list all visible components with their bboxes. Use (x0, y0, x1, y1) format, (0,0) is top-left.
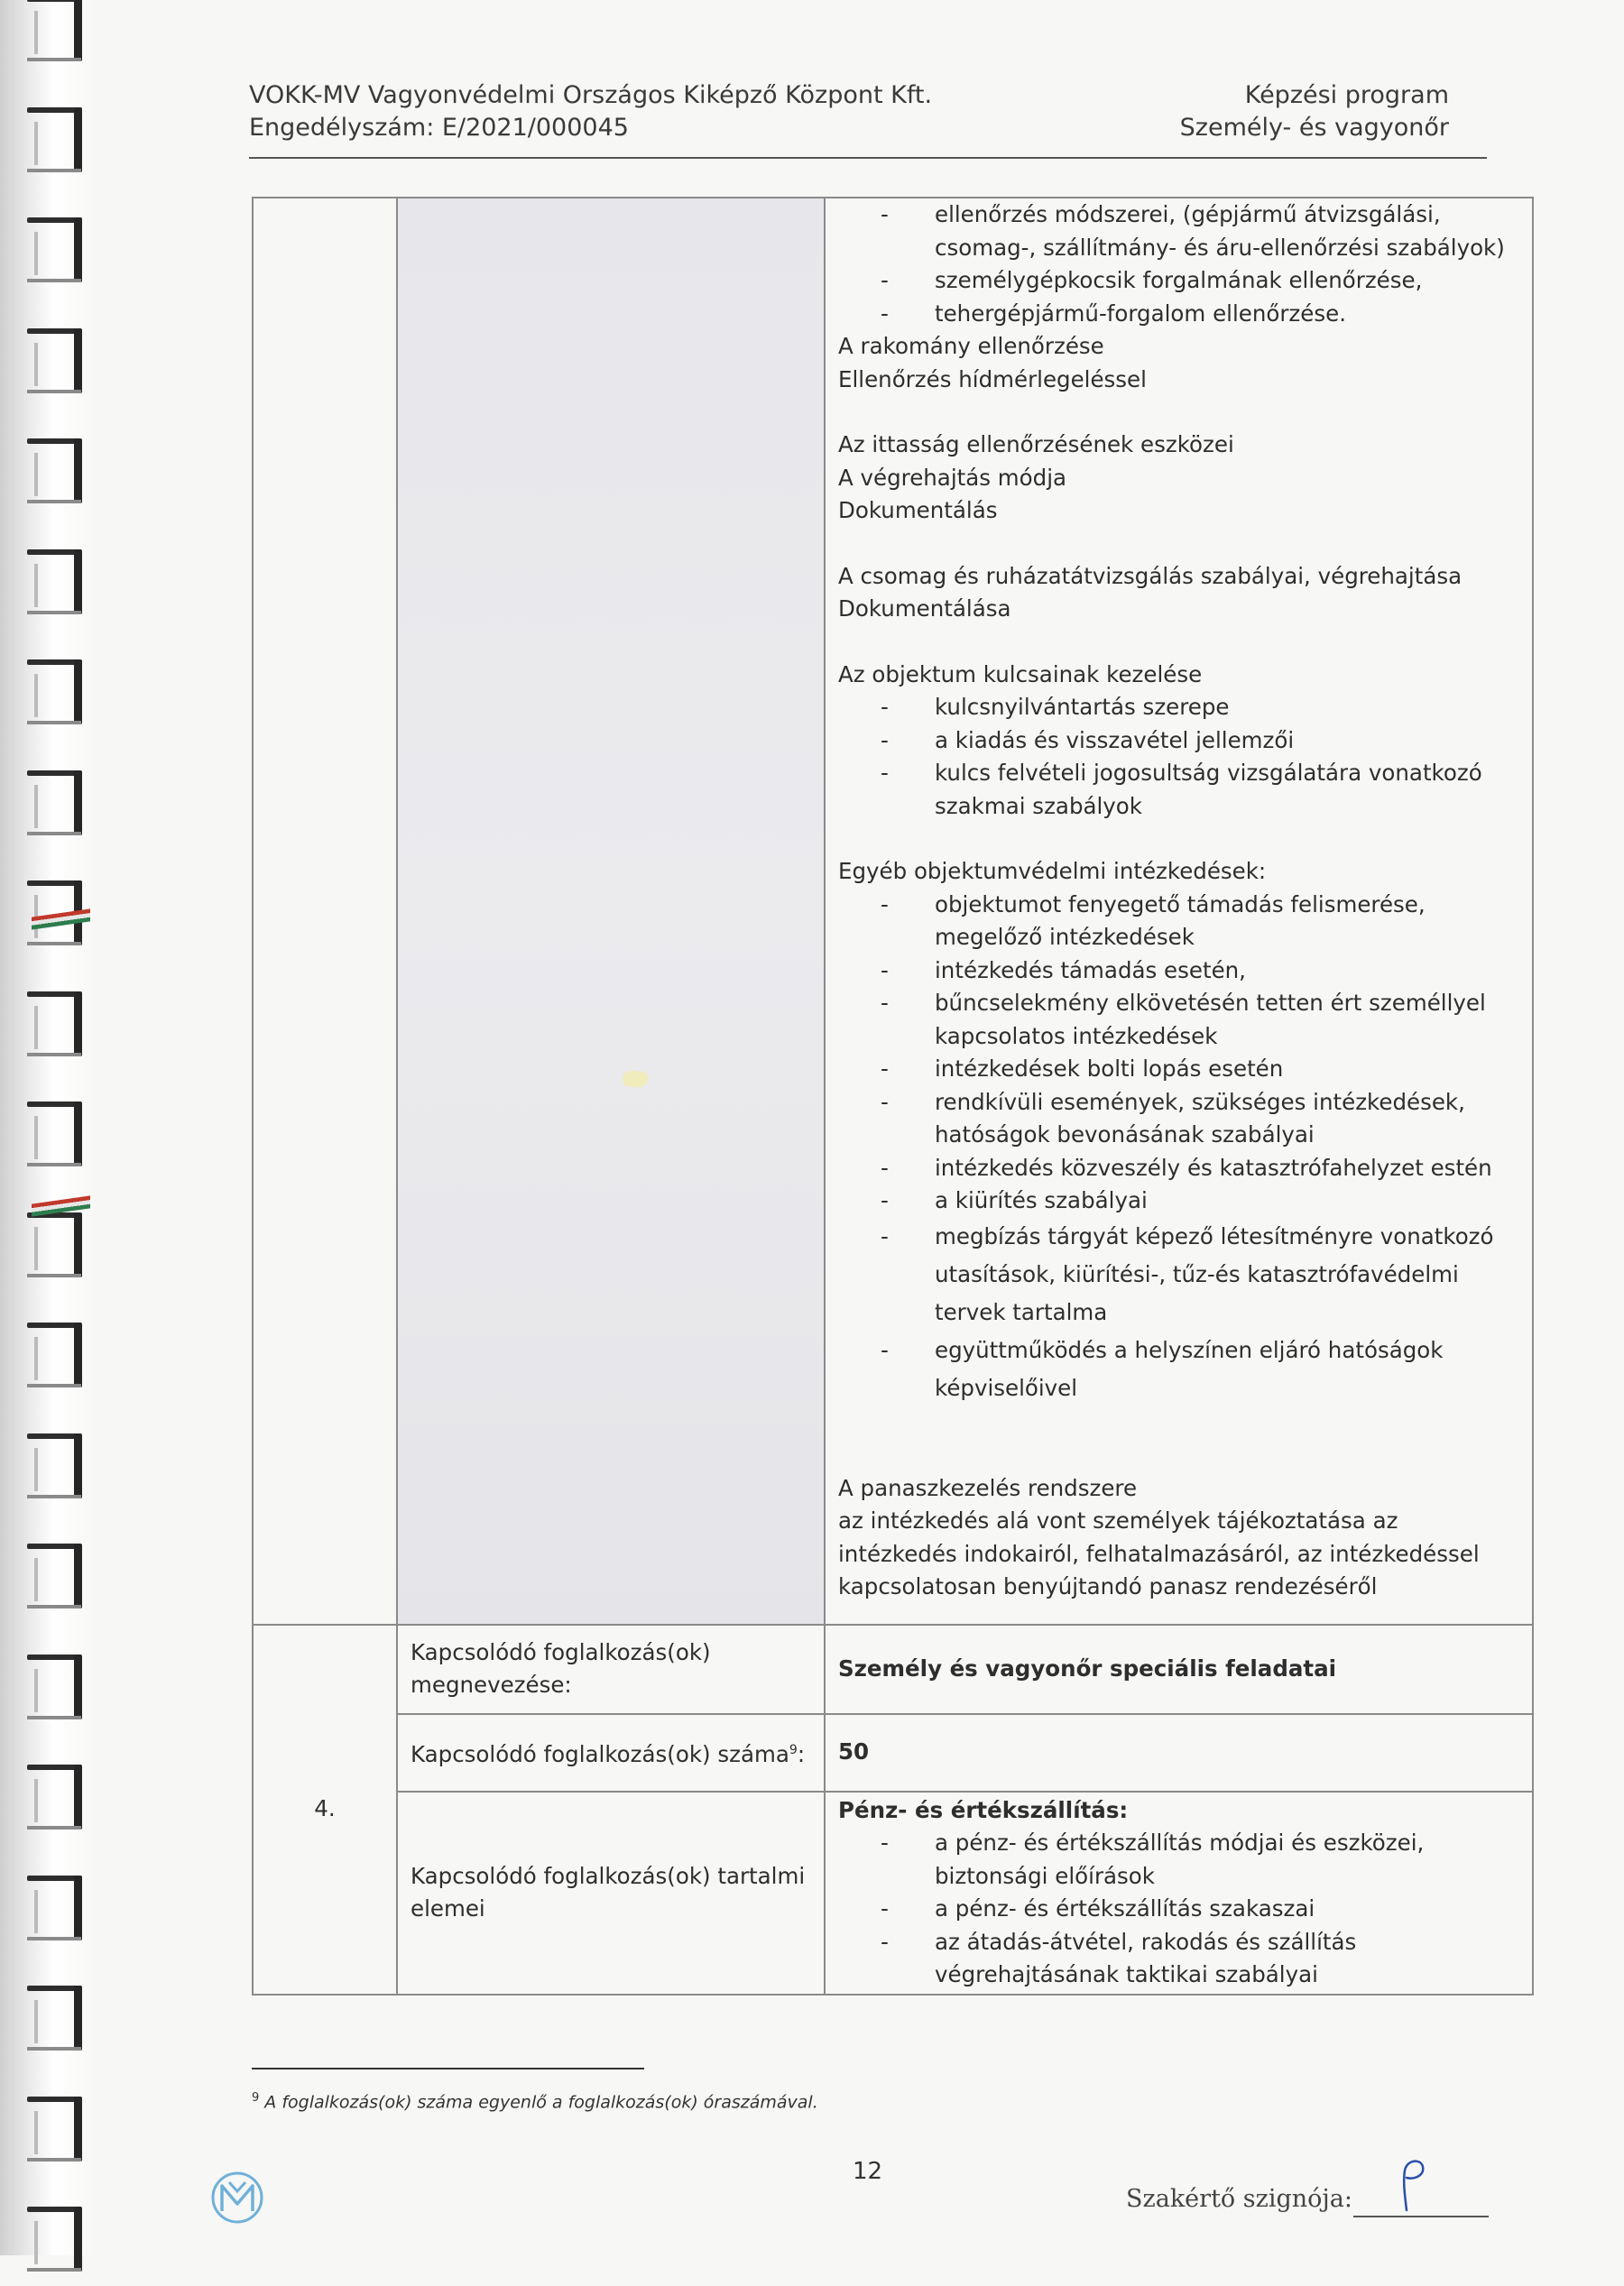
content-cell (825, 198, 1533, 1625)
session-content-label: Kapcsolódó foglalkozás(ok) tartalmi elemei (397, 1792, 825, 1995)
list-item: - a kiürítés szabályai (935, 1184, 1523, 1218)
documenting-text: Dokumentálás (838, 497, 998, 523)
execution-text: A végrehajtás módja (838, 464, 1067, 491)
binding-ring (27, 1323, 90, 1402)
binding-ring (27, 770, 90, 850)
list-item: - intézkedés közveszély és katasztrófahelyzet estén (935, 1152, 1523, 1185)
handwritten-signature-icon (1394, 2154, 1430, 2217)
binding-ring (27, 1986, 90, 2065)
list-item: - ellenőrzés módszerei, (gépjármű átvizsgálási, csomag-, szállítmány- és áru-ellenőrzési szabályok) (935, 198, 1523, 264)
list-item: - a kiadás és visszavétel jellemzői (935, 724, 1523, 758)
license-number: Engedélyszám: E/2021/000045 (249, 114, 629, 142)
list-item: - tehergépjármű-forgalom ellenőrzése. (935, 298, 1523, 331)
scale-check-text: Ellenőrzés hídmérlegeléssel (838, 365, 1147, 392)
complaint-title: A panaszkezelés rendszere (838, 1474, 1138, 1501)
session-count-value: 50 (825, 1714, 1533, 1792)
list-item: - a pénz- és értékszállítás módjai és eszközei, biztonsági előírások (935, 1827, 1523, 1893)
session-name-label: Kapcsolódó foglalkozás(ok) megnevezése: (397, 1625, 825, 1714)
session-name-value: Személy és vagyonőr speciális feladatai (825, 1625, 1533, 1714)
binding-ring (27, 1765, 90, 1844)
content-list (838, 1827, 1523, 1992)
org-name: VOKK-MV Vagyonvédelmi Országos Kiképző Központ Kft. (249, 81, 933, 109)
complaint-text: az intézkedés alá vont személyek tájékoztatása az intézkedés indokairól, felhatalmazásáról, az intézkedéssel kapcsolatosan benyújtandó panasz rendezéséről (838, 1507, 1480, 1599)
count-label-colon: : (797, 1740, 806, 1767)
footnote-divider (252, 2068, 644, 2069)
list-item: - személygépkocsik forgalmának ellenőrzése, (935, 264, 1523, 298)
package-rules-text: A csomag és ruházatátvizsgálás szabályai, végrehajtása (838, 562, 1463, 589)
table-row-continued (253, 198, 1533, 1625)
table-row (253, 1792, 1533, 1995)
footnote (252, 2091, 818, 2112)
binding-ring (27, 107, 90, 187)
list-item: - rendkívüli események, szükséges intézkedések, hatóságok bevonásának szabályai (935, 1086, 1523, 1152)
other-measures-title: Egyéb objektumvédelmi intézkedések: (838, 858, 1267, 884)
binding-ring (27, 549, 90, 629)
header-divider (249, 157, 1487, 159)
program-name: Személy- és vagyonőr (1179, 114, 1449, 142)
program-table (252, 197, 1534, 1996)
page-header (249, 79, 1449, 161)
footnote-ref: 9 (789, 1742, 798, 1757)
binding-ring (27, 1433, 90, 1513)
binding-ring (27, 438, 90, 518)
list-item: - objektumot fenyegető támadás felismerése, megelőző intézkedések (935, 889, 1523, 954)
other-measures-list (838, 889, 1523, 1218)
row-number: 4. (253, 1625, 397, 1995)
signature-label: Szakértő szignója: (1126, 2185, 1352, 2213)
footnote-mark: 9 (252, 2091, 260, 2105)
keys-title: Az objektum kulcsainak kezelése (838, 660, 1203, 687)
cargo-check-text: A rakomány ellenőrzése (838, 333, 1104, 359)
binding-ring (27, 2207, 90, 2286)
binding-ring (27, 1102, 90, 1181)
content-title: Pénz- és értékszállítás: (838, 1796, 1129, 1823)
binding-ring (27, 1544, 90, 1623)
footnote-text: A foglalkozás(ok) száma egyenlő a foglalkozás(ok) óraszámával. (264, 2092, 818, 2113)
alcohol-tools-text: Az ittasság ellenőrzésének eszközei (838, 431, 1234, 457)
list-item: - intézkedések bolti lopás esetén (935, 1053, 1523, 1086)
list-item: - az átadás-átvétel, rakodás és szállítás végrehajtásának taktikai szabályai (935, 1926, 1523, 1992)
binding-ring (27, 1876, 90, 1955)
table-row (253, 1714, 1533, 1792)
package-doc-text: Dokumentálása (838, 595, 1011, 622)
list-item: - kulcsnyilvántartás szerepe (935, 691, 1523, 724)
list-item: - kulcs felvételi jogosultság vizsgálatára vonatkozó szakmai szabályok (935, 757, 1523, 823)
page-number: 12 (853, 2158, 883, 2185)
binding-ring (27, 991, 90, 1071)
other-measures-list-cont (838, 1218, 1523, 1407)
list-item: - intézkedés támadás esetén, (935, 954, 1523, 988)
binding-ring (27, 659, 90, 739)
label-cell (397, 198, 825, 1625)
check-methods-list (838, 198, 1523, 330)
binding-ring (27, 1212, 90, 1292)
binding-ring (27, 2097, 90, 2176)
session-content-value (825, 1792, 1533, 1995)
binding-ring (27, 217, 90, 297)
list-item: - megbízás tárgyát képező létesítményre vonatkozó utasítások, kiürítési-, tűz-és katasztrófavédelmi tervek tartalma (935, 1218, 1523, 1332)
list-item: - együttműködés a helyszínen eljáró hatóságok képviselőivel (935, 1332, 1523, 1407)
table-row (253, 1625, 1533, 1714)
list-item: - bűncselekmény elkövetésén tetten ért személlyel kapcsolatos intézkedések (935, 987, 1523, 1053)
organization-logo-icon (209, 2170, 265, 2226)
binding-ring (27, 0, 90, 76)
keys-list (838, 691, 1523, 823)
paper-speck (623, 1071, 648, 1087)
session-count-label (397, 1714, 825, 1792)
number-cell (253, 198, 397, 1625)
binding-ring (27, 328, 90, 408)
logo-letter: M (236, 2222, 238, 2223)
count-label-text: Kapcsolódó foglalkozás(ok) száma (411, 1740, 789, 1767)
doc-type: Képzési program (1244, 81, 1449, 109)
binding-ring (27, 1655, 90, 1734)
list-item: - a pénz- és értékszállítás szakaszai (935, 1893, 1523, 1926)
